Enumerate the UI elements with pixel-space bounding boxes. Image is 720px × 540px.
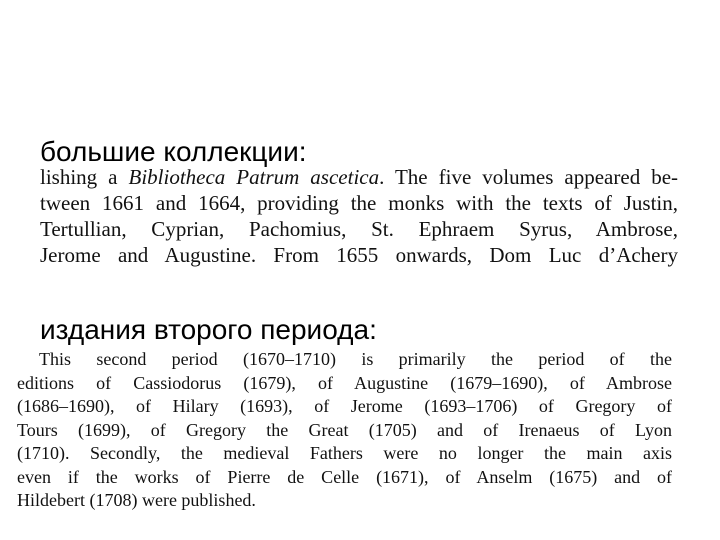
excerpt-2-line: (1686–1690), of Hilary (1693), of Jerome (1693–1706) of Gregory of: [17, 396, 672, 416]
excerpt-1-line: lishing a Bibliotheca Patrum ascetica. The five volumes appeared be-: [40, 165, 679, 189]
scanned-excerpt-2: [17, 348, 672, 513]
excerpt-2-line: even if the works of Pierre de Celle (1671), of Anselm (1675) and of: [17, 466, 672, 487]
excerpt-2-line: editions of Cassiodorus (1679), of Augustine (1679–1690), of Ambrose: [17, 372, 672, 393]
scanned-excerpt-1: [40, 164, 678, 268]
excerpt-1-line: Tertullian, Cyprian, Pachomius, St. Ephraem Syrus, Ambrose,: [40, 217, 678, 241]
excerpt-2-line: Tours (1699), of Gregory the Great (1705) and of Irenaeus of Lyon: [17, 419, 672, 440]
heading-second-period-editions: издания второго периода:: [40, 314, 377, 345]
heading-large-collections: большие коллекции:: [40, 136, 307, 167]
book-title: Bibliotheca Patrum ascetica: [128, 165, 380, 189]
excerpt-2-line: (1710). Secondly, the medieval Fathers were no longer the main axis: [17, 443, 672, 463]
excerpt-1-line: tween 1661 and 1664, providing the monks with the texts of Justin,: [40, 191, 678, 215]
excerpt-1-line: Jerome and Augustine. From 1655 onwards, Dom Luc d’Achery: [40, 243, 678, 267]
excerpt-2-line: This second period (1670–1710) is primarily the period of the: [39, 349, 672, 369]
excerpt-2-line: Hildebert (1708) were published.: [17, 490, 256, 510]
